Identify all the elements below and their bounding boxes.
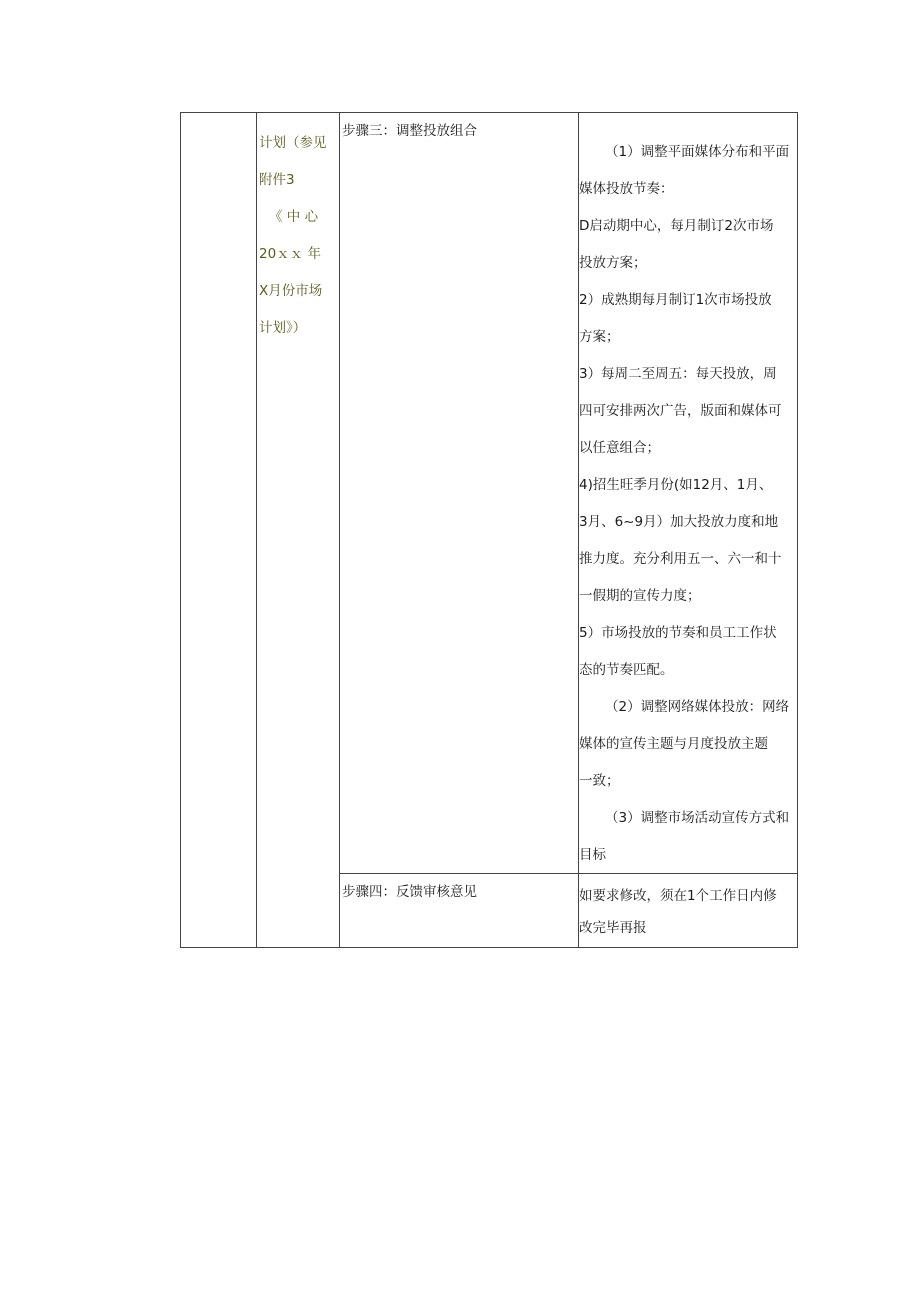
step3-detail-line: 3）每周二至周五：每天投放，周 (579, 366, 777, 382)
step3-detail-line: 5）市场投放的节奏和员工工作状 (579, 625, 777, 641)
step3-detail-line: 媒体投放节奏： (579, 181, 674, 197)
step4-detail-line: 如要求修改，须在1个工作日内修 (579, 888, 777, 904)
step3-detail-line: （3）调整市场活动宣传方式和 (605, 810, 790, 826)
plan-reference-line: 计划》） (259, 320, 307, 336)
step4-detail-line: 改完毕再报 (579, 920, 647, 936)
step3-detail-line: 态的节奏匹配。 (579, 662, 674, 678)
step3-detail-line: 四可安排两次广告，版面和媒体可 (579, 403, 782, 419)
step3-title: 步骤三：调整投放组合 (342, 123, 477, 139)
step3-detail-line: 目标 (579, 847, 606, 863)
step3-detail-line: 投放方案； (579, 255, 647, 271)
step3-detail-line: （1）调整平面媒体分布和平面 (605, 144, 790, 160)
plan-reference-line: 20ｘｘ 年 (259, 246, 321, 262)
step3-detail-line: 媒体的宣传主题与月度投放主题 (579, 736, 768, 752)
step3-detail-line: 一假期的宣传力度； (579, 588, 701, 604)
step3-detail-line: （2）调整网络媒体投放：网络 (605, 699, 790, 715)
step3-detail-line: 一致； (579, 773, 620, 789)
step3-detail-line: 4)招生旺季月份(如12月、1月、 (579, 477, 773, 493)
plan-reference-line: 《 中 心 (269, 209, 319, 225)
plan-reference-line: X月份市场 (259, 283, 323, 299)
plan-reference-line: 计划（参见 (259, 135, 327, 151)
step4-detail-cell (578, 873, 798, 948)
step3-detail-line: 以任意组合； (579, 440, 660, 456)
step3-detail-cell (578, 112, 798, 874)
plan-reference-line: 附件3 (259, 172, 295, 188)
step3-detail-line: 方案； (579, 329, 620, 345)
step4-title-cell (339, 873, 579, 948)
step3-detail-line: 2）成熟期每月制订1次市场投放 (579, 292, 772, 308)
plan-reference-cell (256, 112, 340, 948)
step3-detail-line: 推力度。充分利用五一、六一和十 (579, 551, 782, 567)
step3-detail-line: 3月、6~9月）加大投放力度和地 (579, 514, 779, 530)
step3-title-cell (339, 112, 579, 874)
step3-detail-line: D启动期中心，每月制订2次市场 (579, 218, 774, 234)
step4-title: 步骤四：反馈审核意见 (342, 884, 477, 900)
blank-column-cell (180, 112, 257, 948)
